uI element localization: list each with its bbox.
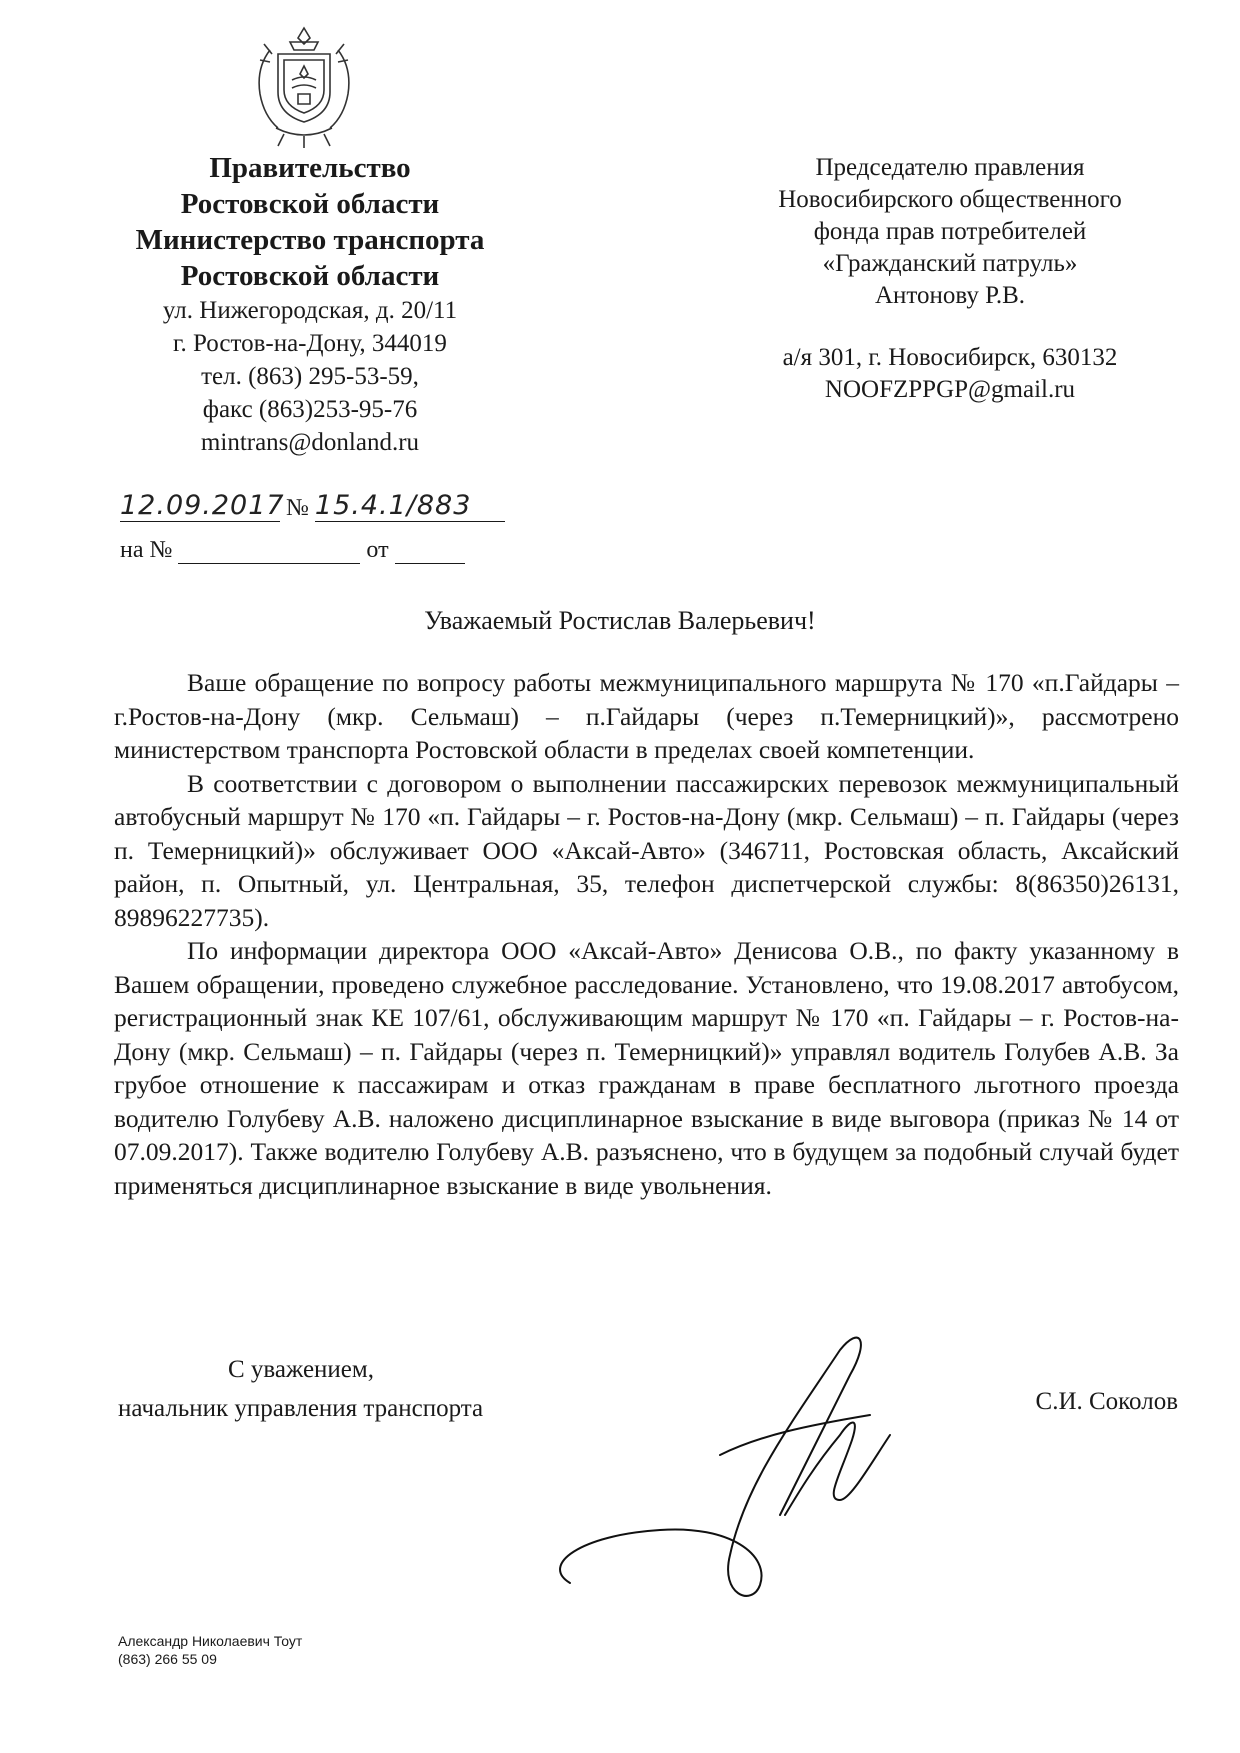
number-sign: № <box>286 495 309 521</box>
recipient-address: а/я 301, г. Новосибирск, 630132 <box>782 344 1118 371</box>
reference-date-blank <box>395 541 465 564</box>
registration-number: 15.4.1/883 <box>315 490 505 522</box>
body-paragraph: Ваше обращение по вопросу работы межмуниципального маршрута № 170 «п.Гайдары – г.Ростов-на-Дону (мкр. Сельмаш) – п.Гайдары (через п.Темерницкий)», рассмотрено министерством транспорта Ростовской области в пределах своей компетенции. <box>114 668 1179 764</box>
recipient-name: Антонову Р.В. <box>874 282 1026 309</box>
sender-email: mintrans@donland.ru <box>200 429 420 456</box>
closing-salutation: С уважением, <box>228 1356 374 1383</box>
recipient-email: NOOFZPPGP@gmail.ru <box>824 376 1076 403</box>
reference-from-label: от <box>366 537 389 563</box>
body-paragraph: В соответствии с договором о выполнении пассажирских перевозок межмуниципальный автобусный маршрут № 170 «п. Гайдары – г. Ростов-на-Дону (мкр. Сельмаш) – п. Гайдары (через п. Темерницкий)» обслуживает ООО «Аксай-Авто» (346711, Ростовская область, Аксайский район, п. Опытный, ул. Центральная, 35, телефон диспетчерской службы: 8(86350)26131, 89896227735). <box>114 768 1179 932</box>
recipient-line: фонда прав потребителей <box>813 218 1087 245</box>
sender-org-line: Ростовской области <box>180 260 440 292</box>
sender-fax: факс (863)253-95-76 <box>202 396 418 423</box>
signer-position: начальник управления транспорта <box>118 1395 484 1422</box>
recipient-line: Председателю правления <box>815 154 1085 181</box>
body-paragraph: По информации директора ООО «Аксай-Авто» Денисова О.В., по факту указанному в Вашем обращении, проведено служебное расследование. Установлено, что 19.08.2017 автобусом, регистрационный знак КЕ 107/61, обслуживающим маршрут № 170 «п. Гайдары – г. Ростов-на-Дону (мкр. Сельмаш) – п. Гайдары (через п. Темерницкий)» управлял водитель Голубев А.В. За грубое отношение к пассажирам и отказ гражданам в праве бесплатного льготного проезда водителю Голубеву А.В. наложено дисциплинарное взыскание в виде выговора (приказ № 14 от 07.09.2017). Также водителю Голубеву А.В. разъяснено, что в будущем за подобный случай будет применяться дисциплинарное взыскание в виде увольнения. <box>114 936 1179 1200</box>
sender-address-line: г. Ростов-на-Дону, 344019 <box>173 330 447 357</box>
registration-line <box>120 490 540 530</box>
sender-org-line: Министерство транспорта <box>135 224 485 256</box>
sender-address-line: ул. Нижегородская, д. 20/11 <box>162 297 458 324</box>
recipient-line: Новосибирского общественного <box>778 186 1122 213</box>
executor-block <box>118 1632 302 1668</box>
reference-label: на № <box>120 537 173 563</box>
sender-org-line: Ростовской области <box>180 188 440 220</box>
recipient-block <box>730 152 1170 406</box>
reference-line <box>120 537 540 567</box>
sender-phone: тел. (863) 295-53-59, <box>201 363 419 390</box>
sender-block <box>80 150 540 459</box>
signature-icon <box>540 1315 940 1615</box>
reference-number-blank <box>178 541 360 564</box>
letter-body <box>114 666 1179 1202</box>
signer-name: С.И. Соколов <box>1035 1388 1178 1415</box>
registration-date: 12.09.2017 <box>120 490 285 521</box>
executor-phone: (863) 266 55 09 <box>118 1651 217 1667</box>
recipient-line: «Гражданский патруль» <box>822 250 1078 277</box>
greeting: Уважаемый Ростислав Валерьевич! <box>424 606 816 635</box>
closing-block <box>118 1350 483 1428</box>
coat-of-arms-icon <box>240 24 368 152</box>
executor-name: Александр Николаевич Тоут <box>118 1633 303 1649</box>
sender-org-line: Правительство <box>209 152 411 184</box>
